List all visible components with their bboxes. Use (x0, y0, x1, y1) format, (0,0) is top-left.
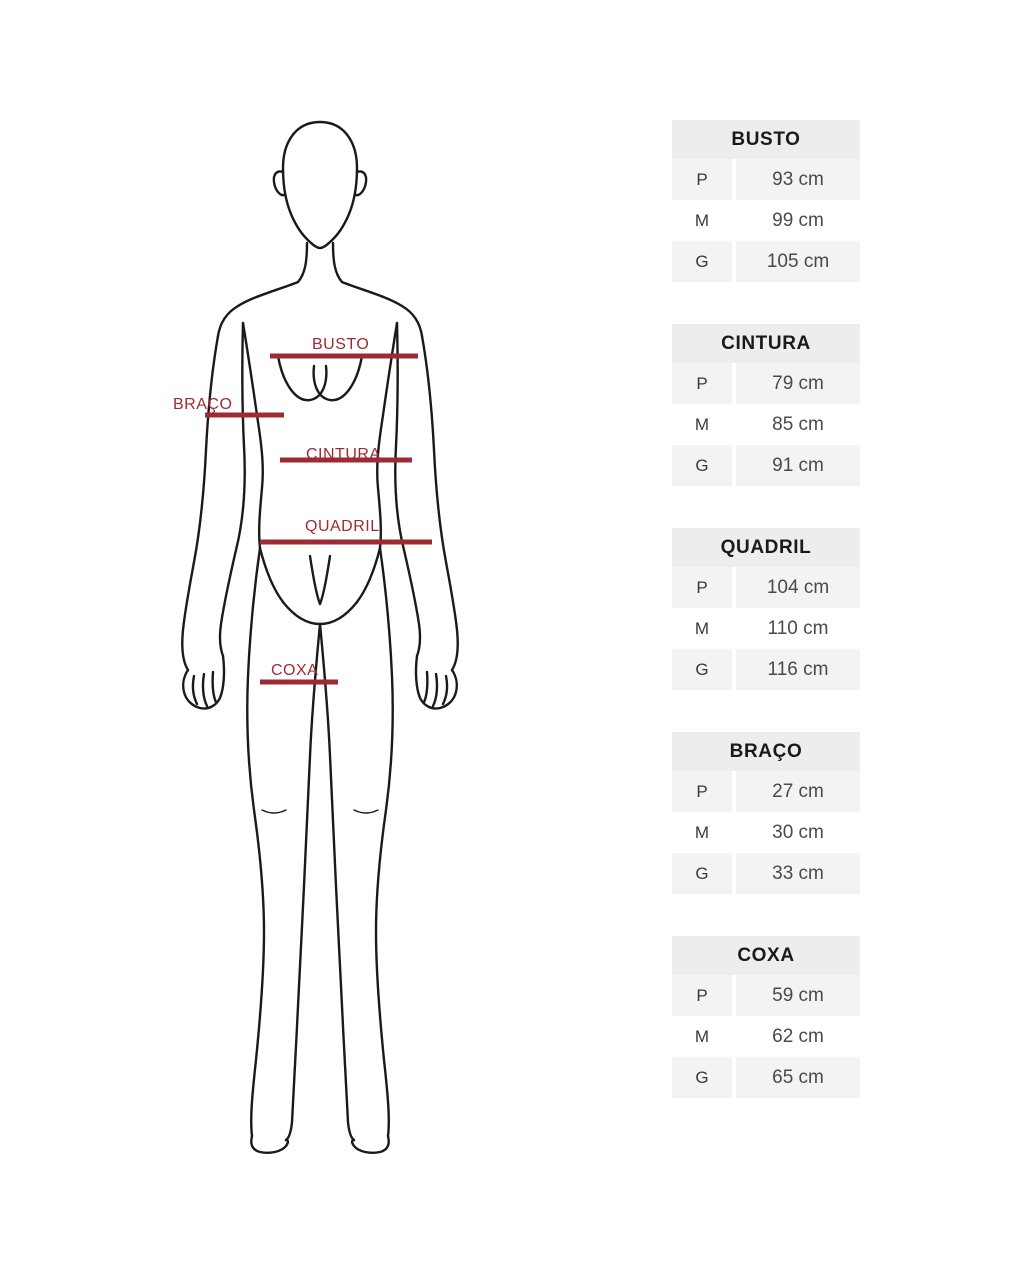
table-row (672, 159, 860, 200)
table-row (672, 404, 860, 445)
cell-size: M (672, 404, 732, 445)
table-row (672, 608, 860, 649)
cell-size: P (672, 159, 732, 200)
size-table-busto (672, 120, 860, 282)
size-tables-panel (672, 120, 860, 1098)
cell-size: M (672, 608, 732, 649)
cell-size: G (672, 853, 732, 894)
table-title: BUSTO (672, 120, 860, 159)
cell-size: G (672, 445, 732, 486)
cell-value: 27 cm (736, 771, 860, 812)
cell-value: 116 cm (736, 649, 860, 690)
cell-value: 104 cm (736, 567, 860, 608)
cell-value: 62 cm (736, 1016, 860, 1057)
cell-size: M (672, 812, 732, 853)
table-row (672, 853, 860, 894)
size-table-coxa (672, 936, 860, 1098)
cell-value: 59 cm (736, 975, 860, 1016)
table-row (672, 771, 860, 812)
table-row (672, 1016, 860, 1057)
cell-value: 93 cm (736, 159, 860, 200)
size-table-quadril (672, 528, 860, 690)
cell-size: M (672, 1016, 732, 1057)
table-title: QUADRIL (672, 528, 860, 567)
label-cintura: CINTURA (306, 446, 381, 463)
cell-value: 33 cm (736, 853, 860, 894)
table-row (672, 812, 860, 853)
cell-value: 85 cm (736, 404, 860, 445)
cell-size: G (672, 1057, 732, 1098)
cell-size: G (672, 649, 732, 690)
label-busto: BUSTO (312, 336, 370, 353)
table-row (672, 567, 860, 608)
cell-size: P (672, 567, 732, 608)
body-figure-illustration (150, 110, 490, 1170)
size-table-cintura (672, 324, 860, 486)
cell-value: 79 cm (736, 363, 860, 404)
cell-value: 91 cm (736, 445, 860, 486)
table-row (672, 241, 860, 282)
table-title: BRAÇO (672, 732, 860, 771)
cell-size: P (672, 771, 732, 812)
cell-size: M (672, 200, 732, 241)
label-braco: BRAÇO (173, 396, 233, 413)
table-row (672, 649, 860, 690)
cell-value: 30 cm (736, 812, 860, 853)
table-row (672, 363, 860, 404)
table-row (672, 445, 860, 486)
table-title: CINTURA (672, 324, 860, 363)
cell-value: 99 cm (736, 200, 860, 241)
cell-size: P (672, 363, 732, 404)
label-coxa: COXA (271, 662, 319, 679)
cell-size: G (672, 241, 732, 282)
table-row (672, 975, 860, 1016)
label-quadril: QUADRIL (305, 518, 380, 535)
table-title: COXA (672, 936, 860, 975)
table-row (672, 1057, 860, 1098)
size-table-braco (672, 732, 860, 894)
cell-value: 65 cm (736, 1057, 860, 1098)
cell-size: P (672, 975, 732, 1016)
cell-value: 105 cm (736, 241, 860, 282)
table-row (672, 200, 860, 241)
cell-value: 110 cm (736, 608, 860, 649)
